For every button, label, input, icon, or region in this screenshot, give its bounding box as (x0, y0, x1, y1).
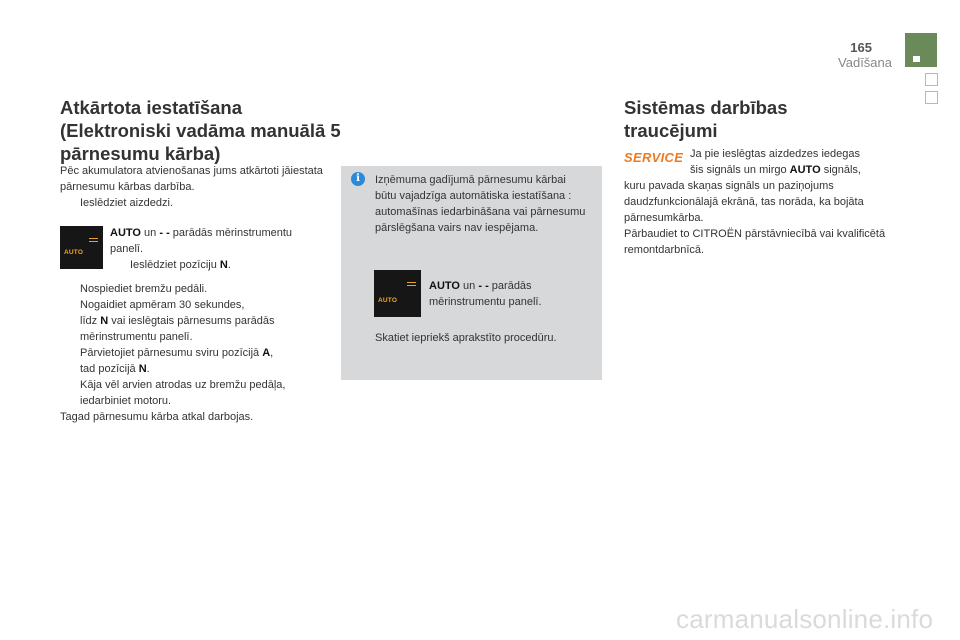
display-note-line (110, 225, 325, 257)
list-item-continuation: iedarbiniet motoru. (80, 395, 172, 407)
fault-advice: Pārbaudiet to CITROËN pārstāvniecībā vai kvalificētā remontdarbnīcā. (624, 228, 886, 256)
section-tab-outline[interactable] (925, 91, 938, 104)
list-item-continuation: mērinstrumentu panelī. (80, 331, 193, 343)
list-item: Ieslēdziet pozīciju N. (130, 259, 231, 271)
dash-term: - - (159, 227, 170, 239)
list-item-text: Nogaidiet apmēram 30 sekundes, (80, 299, 245, 311)
list-item-text: Ieslēdziet aizdedzi. (80, 197, 173, 209)
list-item (60, 281, 335, 297)
list-item-text: Kāja vēl arvien atrodas uz bremžu pedāļa, (80, 379, 286, 391)
section-tab-outline[interactable] (925, 73, 938, 86)
info-text: Izņēmuma gadījumā pārnesumu kārbai būtu vajadzīga automātiska iestatīšana : automašīnas iedarbināšana vai pārnesumu pārslēgšana vairs nav iespējama. (375, 174, 586, 234)
auto-term: AUTO (429, 280, 460, 292)
display-auto-label: AUTO (64, 249, 84, 256)
display-note-text: mērinstrumentu panelī. (429, 296, 542, 308)
watermark: carmanualsonline.info (676, 604, 934, 634)
info-display-note (429, 278, 589, 310)
list-item-continuation: tad pozīcijā N. (80, 363, 150, 375)
info-icon: i (351, 172, 365, 186)
display-note (110, 225, 325, 273)
auto-term: AUTO (110, 227, 141, 239)
instrument-display-image (374, 270, 421, 317)
list-item (60, 195, 330, 211)
page-number: 165 (850, 40, 872, 55)
display-dash-icon (89, 238, 98, 242)
list-item (60, 297, 335, 313)
reset-intro (60, 163, 330, 211)
gear-position-n: N (219, 259, 228, 271)
section-tab[interactable] (905, 33, 937, 67)
gear-position-n: N (138, 363, 147, 375)
list-item-text: Pārvietojiet pārnesumu sviru pozīcijā (80, 347, 260, 359)
list-item-text: Ieslēdziet pozīciju (130, 259, 217, 271)
display-note-text: parādās (491, 280, 532, 292)
fault-description: kuru pavada skaņas signāls un paziņojums daudzfunkcionālajā ekrānā, tas norāda, ka bojāta pārnesumkārba. (624, 180, 864, 224)
display-auto-label: AUTO (378, 297, 398, 304)
malfunction-heading: Sistēmas darbības traucējumi (624, 97, 788, 141)
fault-body (624, 178, 894, 258)
list-item-continuation: līdz N vai ieslēgtais pārnesums parādās (80, 315, 275, 327)
display-note-text: parādās mērinstrumentu panelī. (110, 227, 293, 255)
auto-term: AUTO (789, 164, 821, 176)
tab-marker-icon (913, 56, 920, 62)
section-name: Vadīšana (838, 55, 892, 70)
info-panel (341, 166, 602, 380)
gear-position-a: A (262, 347, 271, 359)
fault-intro: Ja pie ieslēgtas aizdedzes iedegas šis signāls un mirgo AUTO signāls, (690, 148, 861, 176)
reset-steps (60, 281, 335, 425)
and-word: un (144, 227, 157, 239)
intro-text: Pēc akumulatora atvienošanas jums atkārtoti jāiestata pārnesumu kārbas darbība. (60, 165, 323, 193)
list-item: Pārvietojiet pārnesumu sviru pozīcijā A, (80, 347, 274, 359)
instrument-display-image (60, 226, 103, 269)
closing-text: Tagad pārnesumu kārba atkal darbojas. (60, 411, 254, 423)
gear-position-n: N (100, 315, 109, 327)
service-warning-icon: SERVICE (624, 150, 684, 165)
list-item-text: Nospiediet bremžu pedāli. (80, 283, 208, 295)
dash-term: - - (478, 280, 489, 292)
reset-heading: Atkārtota iestatīšana (Elektroniski vadāma manuālā 5 pārnesumu kārba) (60, 97, 341, 164)
display-dash-icon (407, 282, 416, 286)
list-item (60, 377, 335, 393)
info-footer: Skatiet iepriekš aprakstīto procedūru. (375, 332, 557, 344)
and-word: un (463, 280, 476, 292)
